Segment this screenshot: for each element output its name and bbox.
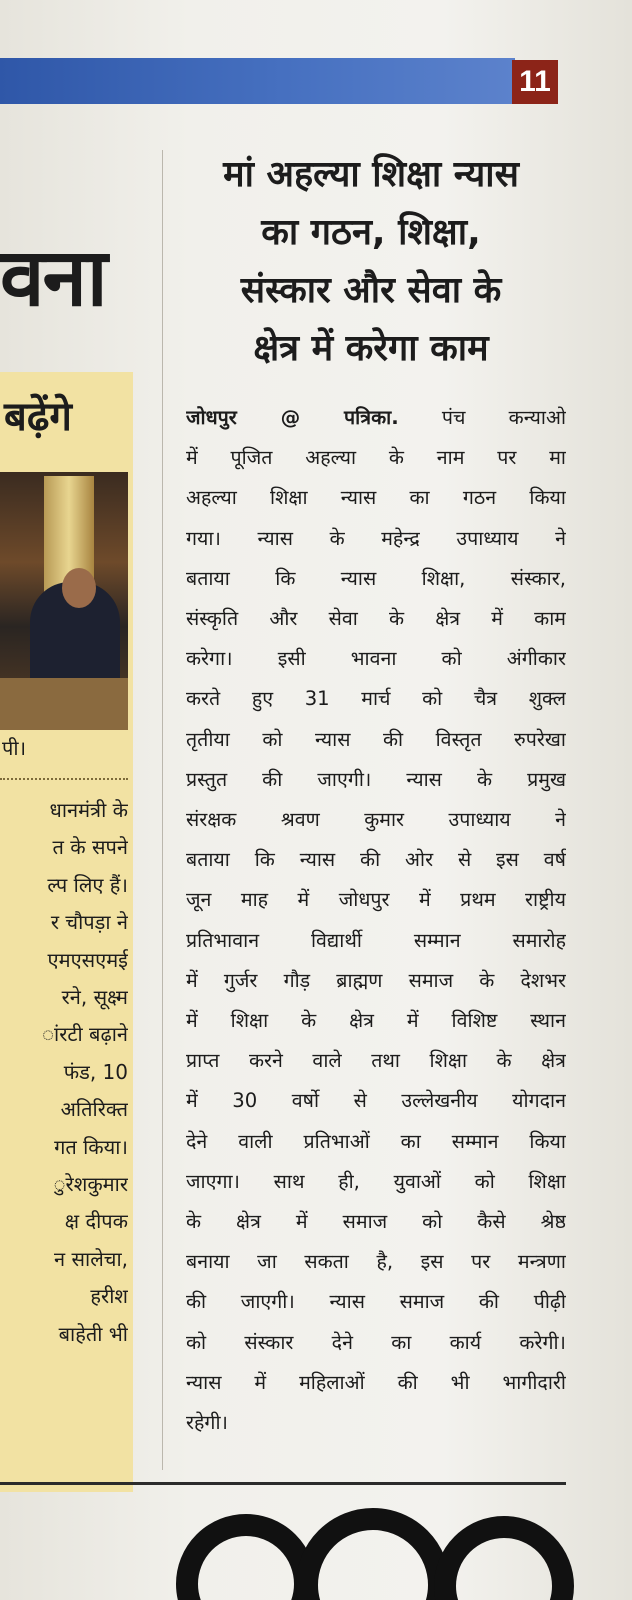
- body-line: रहेगी।: [186, 1411, 228, 1435]
- headline-line: क्षेत्र में करेगा काम: [253, 328, 489, 369]
- body-line: देने वाली प्रतिभाओं का सम्मान किया: [186, 1129, 566, 1153]
- body-line: प्राप्त करने वाले तथा शिक्षा के क्षेत्र: [186, 1049, 566, 1073]
- body-line: [186, 398, 566, 438]
- body-line: जून माह में जोधपुर में प्रथम राष्ट्रीय: [186, 888, 566, 912]
- body-line: बनाया जा सकता है, इस पर मन्त्रणा: [186, 1250, 566, 1274]
- left-text-line: बाहेती भी: [58, 1321, 128, 1346]
- left-subhead-fragment: बढ़ेंगे: [4, 394, 72, 440]
- headline-line: संस्कार और सेवा के: [240, 270, 502, 311]
- body-line: करते हुए 31 मार्च को चैत्र शुक्ल: [186, 687, 566, 711]
- body-line: जाएगा। साथ ही, युवाओं को शिक्षा: [186, 1169, 566, 1193]
- ring-shape: [176, 1514, 316, 1600]
- headline-line: मां अहल्या शिक्षा न्यास: [223, 154, 519, 195]
- ring-shape: [296, 1508, 450, 1600]
- body-line: में गुर्जर गौड़ ब्राह्मण समाज के देशभर: [186, 968, 566, 992]
- byline: जोधपुर @ पत्रिका.: [186, 406, 399, 429]
- left-text-line: गत किया।: [54, 1134, 128, 1159]
- left-text-line: क्ष दीपक: [64, 1209, 128, 1234]
- body-line: प्रस्तुत की जाएगी। न्यास के प्रमुख: [186, 767, 566, 791]
- left-text-line: फंड, 10: [63, 1059, 128, 1084]
- left-text-line: न सालेचा,: [54, 1246, 128, 1271]
- ring-shape: [434, 1516, 574, 1600]
- body-line: की जाएगी। न्यास समाज की पीढ़ी: [186, 1290, 566, 1314]
- left-text-line: ुरेशकुमार: [53, 1172, 128, 1197]
- body-line: को संस्कार देने का कार्य करेगी।: [186, 1330, 566, 1354]
- left-column-text: [0, 792, 128, 1353]
- bottom-ad-graphic: [176, 1494, 576, 1600]
- left-text-line: र चौपड़ा ने: [50, 910, 128, 935]
- dotted-separator: [0, 778, 128, 780]
- body-line: बताया कि न्यास शिक्षा, संस्कार,: [186, 566, 566, 590]
- photo-caption-end: पी।: [2, 736, 27, 760]
- article-headline: [180, 146, 562, 378]
- body-line: संस्कृति और सेवा के क्षेत्र में काम: [186, 607, 566, 631]
- body-line: में शिक्षा के क्षेत्र में विशिष्ट स्थान: [186, 1009, 566, 1033]
- body-line: में 30 वर्षो से उल्लेखनीय योगदान: [186, 1089, 566, 1113]
- left-text-line: त के सपने: [52, 835, 128, 860]
- left-text-line: एमएसएमई: [47, 947, 128, 972]
- body-line: बताया कि न्यास की ओर से इस वर्ष: [186, 848, 566, 872]
- left-text-line: हरीश: [90, 1284, 128, 1309]
- page-header-bar: [0, 58, 515, 104]
- body-line: के क्षेत्र में समाज को कैसे श्रेष्ठ: [186, 1210, 566, 1234]
- photo-table: [0, 678, 128, 730]
- bottom-rule: [0, 1482, 566, 1485]
- left-headline-fragment: वना: [0, 231, 106, 324]
- body-line: गया। न्यास के महेन्द्र उपाध्याय ने: [186, 526, 566, 550]
- body-line: न्यास में महिलाओं की भी भागीदारी: [186, 1370, 566, 1394]
- news-photo: [0, 472, 128, 730]
- body-line: संरक्षक श्रवण कुमार उपाध्याय ने: [186, 808, 566, 832]
- body-line-text: पंच कन्याओ: [398, 406, 566, 429]
- body-line: प्रतिभावान विद्यार्थी सम्मान समारोह: [186, 928, 566, 952]
- body-line: तृतीया को न्यास की विस्तृत रुपरेखा: [186, 727, 566, 751]
- left-text-line: ांरटी बढ़ाने: [42, 1022, 128, 1047]
- left-text-line: धानमंत्री के: [49, 798, 128, 822]
- article-body: [186, 398, 566, 1443]
- left-text-line: रने, सूक्ष्म: [61, 985, 128, 1010]
- body-line: करेगा। इसी भावना को अंगीकार: [186, 647, 566, 671]
- body-line: में पूजित अहल्या के नाम पर मा: [186, 446, 566, 470]
- left-text-line: अतिरिक्त: [60, 1097, 128, 1122]
- headline-line: का गठन, शिक्षा,: [261, 212, 481, 253]
- photo-face: [62, 568, 96, 608]
- column-divider: [162, 150, 163, 1470]
- left-article-column: [0, 372, 133, 1492]
- body-line: अहल्या शिक्षा न्यास का गठन किया: [186, 486, 566, 510]
- left-text-line: ल्प लिए हैं।: [47, 872, 128, 897]
- page-number: 11: [512, 60, 558, 104]
